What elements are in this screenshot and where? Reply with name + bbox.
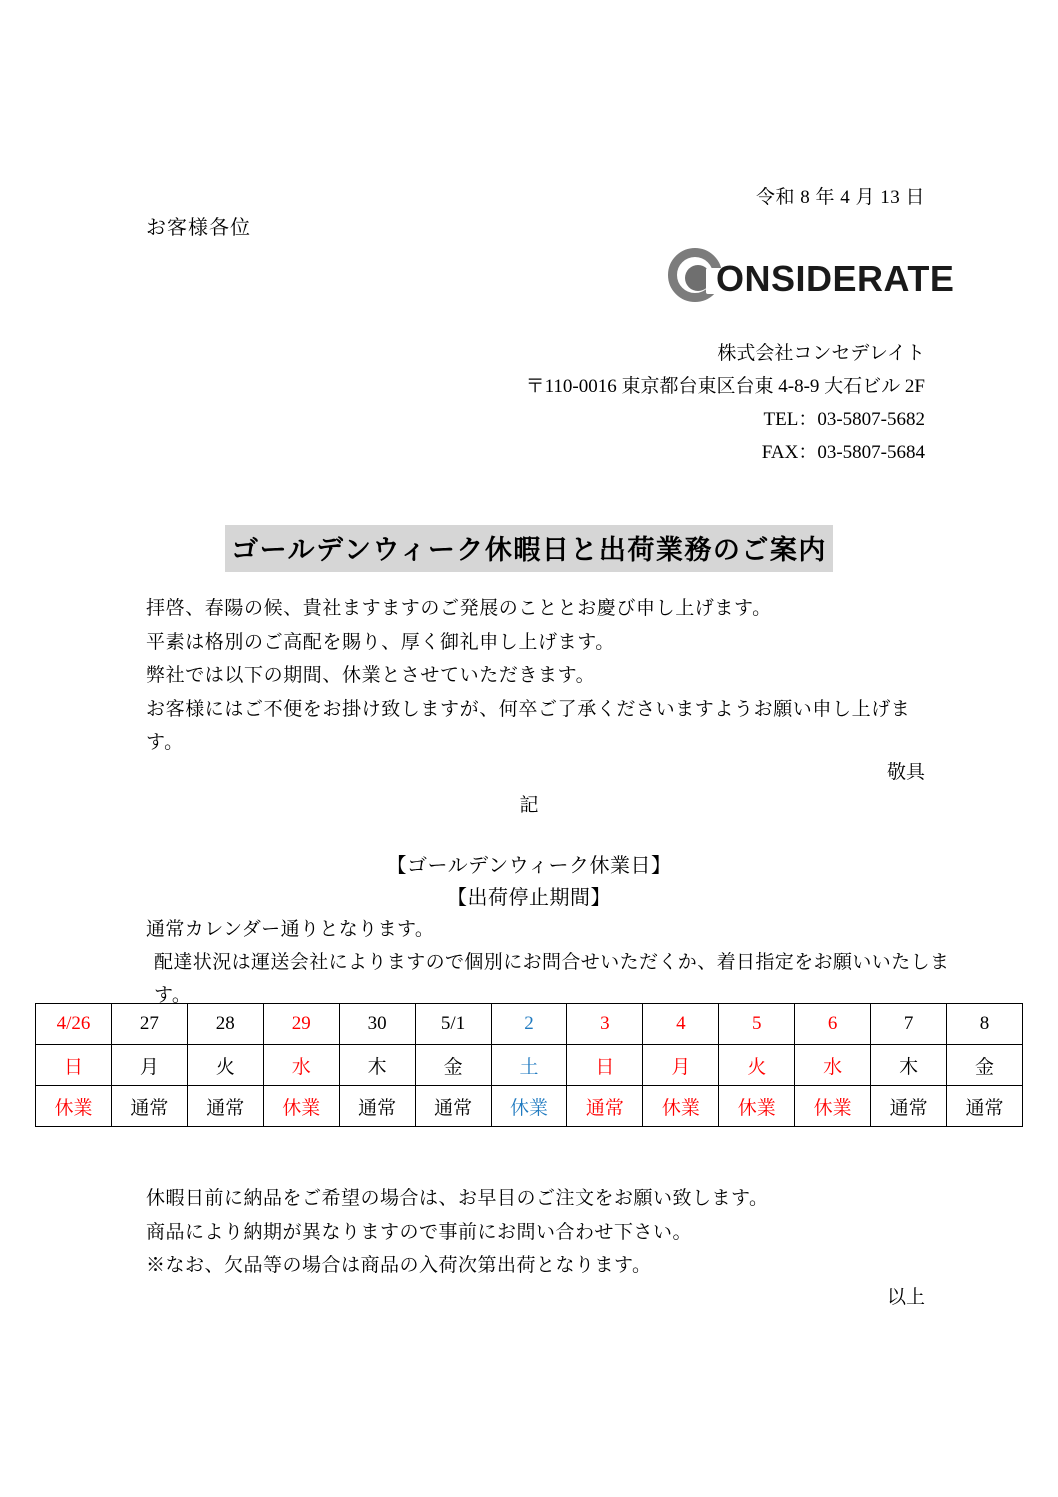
table-row-weekdays bbox=[36, 1045, 1023, 1086]
closing-paragraphs bbox=[146, 1182, 976, 1283]
closing-line: ※なお、欠品等の場合は商品の入荷次第出荷となります。 bbox=[146, 1255, 652, 1276]
calendar-weekday-cell: 月 bbox=[643, 1045, 719, 1086]
calendar-date-cell: 4 bbox=[643, 1004, 719, 1045]
page-title-text: ゴールデンウィーク休暇日と出荷業務のご案内 bbox=[225, 525, 833, 572]
closing-line: 商品により納期が異なりますので事前にお問い合わせ下さい。 bbox=[146, 1221, 693, 1243]
calendar-weekday-cell: 土 bbox=[491, 1045, 567, 1086]
company-info bbox=[526, 337, 925, 469]
calendar-weekday-cell: 火 bbox=[719, 1045, 795, 1086]
calendar-date-cell: 5/1 bbox=[415, 1004, 491, 1045]
calendar-date-cell: 2 bbox=[491, 1004, 567, 1045]
keigu-closing: 敬具 bbox=[886, 762, 925, 783]
addressee: お客様各位 bbox=[146, 217, 251, 239]
body-line: 平素は格別のご高配を賜り、厚く御礼申し上げます。 bbox=[146, 631, 615, 653]
calendar-status-cell: 通常 bbox=[871, 1086, 947, 1127]
calendar-date-cell: 28 bbox=[187, 1004, 263, 1045]
heading-holiday: 【ゴールデンウィーク休業日】 bbox=[386, 855, 672, 877]
table-row-status bbox=[36, 1086, 1023, 1127]
holiday-calendar-table bbox=[35, 1003, 1023, 1127]
notes bbox=[146, 913, 976, 1012]
calendar-weekday-cell: 水 bbox=[795, 1045, 871, 1086]
body-line: お客様にはご不便をお掛け致しますが、何卒ご了承くださいますようお願い申し上げます。 bbox=[146, 698, 911, 753]
company-name: 株式会社コンセデレイト bbox=[717, 343, 925, 364]
note-line: 配達状況は運送会社によりますので個別にお問合せいただくか、着日指定をお願いいたします。 bbox=[154, 952, 950, 1006]
calendar-weekday-cell: 月 bbox=[111, 1045, 187, 1086]
calendar-status-cell: 休業 bbox=[795, 1086, 871, 1127]
calendar-status-cell: 通常 bbox=[111, 1086, 187, 1127]
calendar-date-cell: 7 bbox=[871, 1004, 947, 1045]
calendar-weekday-cell: 木 bbox=[339, 1045, 415, 1086]
calendar-date-cell: 30 bbox=[339, 1004, 415, 1045]
calendar-status-cell: 休業 bbox=[36, 1086, 112, 1127]
calendar-date-cell: 27 bbox=[111, 1004, 187, 1045]
body-line: 拝啓、春陽の候、貴社ますますのご発展のこととお慶び申し上げます。 bbox=[146, 598, 772, 619]
calendar-status-cell: 休業 bbox=[263, 1086, 339, 1127]
company-logo bbox=[668, 248, 955, 320]
calendar-weekday-cell: 日 bbox=[567, 1045, 643, 1086]
calendar-date-cell: 5 bbox=[719, 1004, 795, 1045]
calendar-weekday-cell: 金 bbox=[415, 1045, 491, 1086]
ijou-marker: 以上 bbox=[886, 1287, 925, 1308]
calendar-date-cell: 3 bbox=[567, 1004, 643, 1045]
calendar-weekday-cell: 火 bbox=[187, 1045, 263, 1086]
heading-shipping-stop: 【出荷停止期間】 bbox=[447, 887, 611, 909]
calendar-date-cell: 29 bbox=[263, 1004, 339, 1045]
calendar-status-cell: 通常 bbox=[415, 1086, 491, 1127]
section-headings bbox=[0, 850, 1058, 914]
page-title bbox=[0, 525, 1058, 572]
calendar-status-cell: 通常 bbox=[187, 1086, 263, 1127]
document-date: 令和 8 年 4 月 13 日 bbox=[755, 187, 925, 208]
calendar-status-cell: 休業 bbox=[719, 1086, 795, 1127]
calendar-weekday-cell: 金 bbox=[947, 1045, 1023, 1086]
calendar-date-cell: 6 bbox=[795, 1004, 871, 1045]
calendar-weekday-cell: 水 bbox=[263, 1045, 339, 1086]
closing-line: 休暇日前に納品をご希望の場合は、お早目のご注文をお願い致します。 bbox=[146, 1188, 769, 1209]
calendar-status-cell: 休業 bbox=[491, 1086, 567, 1127]
calendar-status-cell: 休業 bbox=[643, 1086, 719, 1127]
note-line: 通常カレンダー通りとなります。 bbox=[146, 919, 435, 940]
calendar-weekday-cell: 日 bbox=[36, 1045, 112, 1086]
calendar-date-cell: 8 bbox=[947, 1004, 1023, 1045]
company-fax: FAX：03-5807-5684 bbox=[761, 442, 925, 463]
calendar-date-cell: 4/26 bbox=[36, 1004, 112, 1045]
calendar-weekday-cell: 木 bbox=[871, 1045, 947, 1086]
logo-wordmark: ONSIDERATE bbox=[716, 258, 955, 299]
company-tel: TEL：03-5807-5682 bbox=[763, 409, 925, 430]
table-row-dates bbox=[36, 1004, 1023, 1045]
ki-marker: 記 bbox=[519, 795, 539, 816]
calendar-status-cell: 通常 bbox=[339, 1086, 415, 1127]
company-address: 〒110-0016 東京都台東区台東 4-8-9 大石ビル 2F bbox=[525, 376, 925, 397]
calendar-status-cell: 通常 bbox=[947, 1086, 1023, 1127]
body-line: 弊社では以下の期間、休業とさせていただきます。 bbox=[146, 665, 596, 686]
body-paragraphs bbox=[146, 592, 946, 760]
calendar-status-cell: 通常 bbox=[567, 1086, 643, 1127]
